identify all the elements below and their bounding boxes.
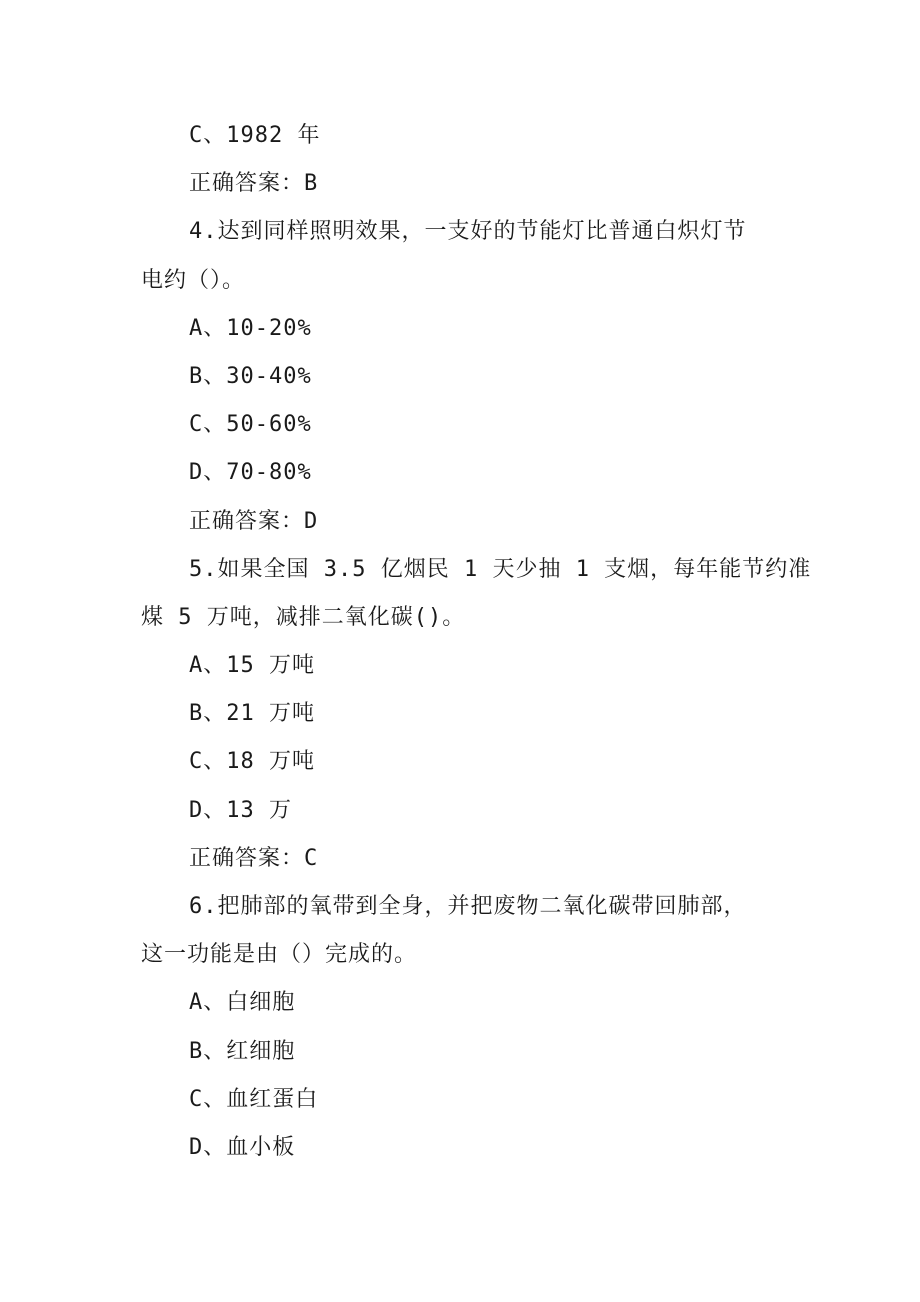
option-line: B、21 万吨: [189, 701, 315, 727]
question-4-line-1: 4.达到同样照明效果，一支好的节能灯比普通白炽灯节: [189, 219, 747, 245]
option-line: C、1982 年: [189, 123, 321, 148]
question-5-line-2: 煤 5 万吨，减排二氧化碳()。: [141, 604, 466, 630]
option-line: B、30-40%: [189, 363, 312, 389]
option-line: D、13 万: [189, 797, 292, 823]
document-body: [141, 112, 812, 1172]
option-line: A、15 万吨: [189, 653, 315, 679]
answer-line: 正确答案：D: [189, 508, 319, 534]
option-line: A、10-20%: [189, 315, 312, 341]
option-line: D、70-80%: [189, 460, 312, 486]
option-line: C、血红蛋白: [189, 1086, 319, 1112]
answer-line: 正确答案：C: [189, 845, 319, 871]
option-line: D、血小板: [189, 1134, 296, 1160]
option-line: A、白细胞: [189, 990, 296, 1016]
question-5-line-1: 5.如果全国 3.5 亿烟民 1 天少抽 1 支烟，每年能节约准: [189, 556, 812, 582]
question-6-line-1: 6.把肺部的氧带到全身，并把废物二氧化碳带回肺部，: [189, 894, 747, 919]
option-line: B、红细胞: [189, 1038, 296, 1064]
option-line: C、50-60%: [189, 412, 312, 438]
question-4-line-2: 电约（）。: [141, 267, 246, 293]
question-6-line-2: 这一功能是由（）完成的。: [141, 942, 418, 968]
option-line: C、18 万吨: [189, 749, 315, 775]
answer-line: 正确答案：B: [189, 171, 319, 197]
